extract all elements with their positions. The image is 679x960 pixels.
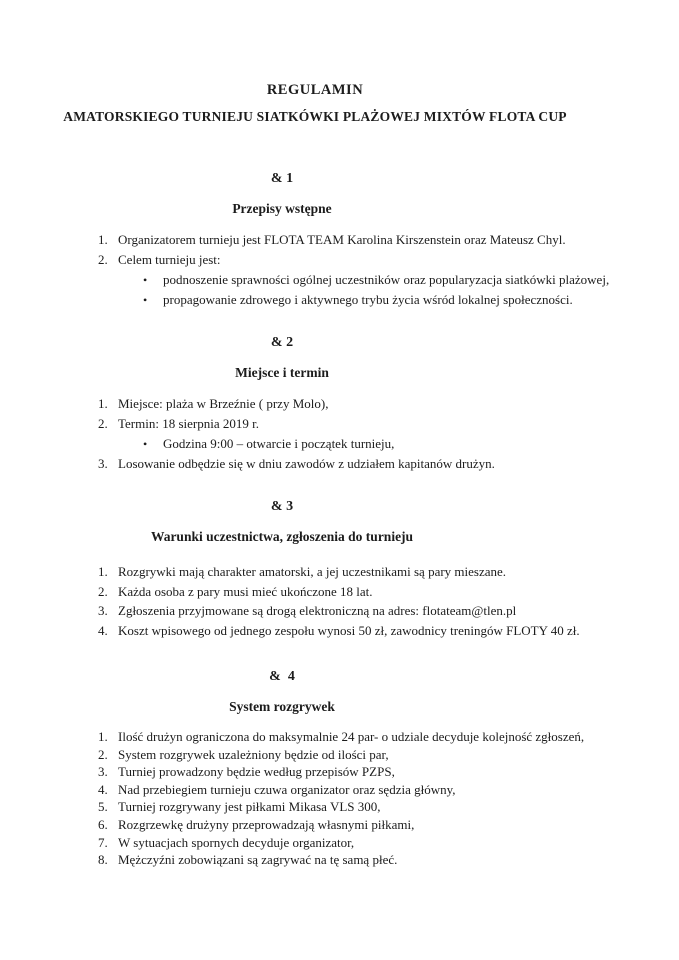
item-number: 2. bbox=[98, 583, 108, 599]
numbered-list-item bbox=[0, 230, 679, 250]
section-heading-block bbox=[0, 497, 564, 546]
section-heading-block bbox=[0, 169, 564, 218]
item-number: 1. bbox=[98, 564, 108, 579]
item-text: Turniej prowadzony będzie według przepisów PZPS, bbox=[118, 764, 395, 780]
document-title: REGULAMIN bbox=[266, 82, 364, 98]
section-heading-block bbox=[0, 333, 564, 382]
bullet-icon: • bbox=[143, 273, 148, 287]
numbered-list-item bbox=[0, 414, 679, 434]
numbered-list-item bbox=[0, 834, 679, 852]
item-number: 1. bbox=[98, 396, 108, 411]
document-subtitle: AMATORSKIEGO TURNIEJU SIATKÓWKI PLAŻOWEJ MIXTÓW FLOTA CUP bbox=[63, 109, 567, 124]
item-text: Rozgrywki mają charakter amatorski, a jej uczestnikami są pary mieszane. bbox=[118, 564, 507, 579]
regulation-section bbox=[0, 497, 679, 640]
item-text: Celem turnieju jest: bbox=[118, 252, 221, 267]
item-text: podnoszenie sprawności ogólnej uczestników oraz popularyzacja siatkówki plażowej, bbox=[163, 272, 610, 287]
item-text: Zgłoszenia przyjmowane są drogą elektroniczną na adres: flotateam@tlen.pl bbox=[118, 603, 517, 618]
item-text: Godzina 9:00 – otwarcie i początek turnieju, bbox=[163, 436, 395, 451]
item-number: 2. bbox=[98, 746, 108, 762]
item-number: 6. bbox=[98, 816, 108, 832]
item-number: 4. bbox=[98, 781, 108, 797]
item-number: 1. bbox=[98, 232, 108, 247]
numbered-list-item bbox=[0, 454, 679, 474]
bulleted-list-item bbox=[0, 434, 679, 454]
item-text: Rozgrzewkę drużyny przeprowadzają własnymi piłkami, bbox=[118, 816, 415, 832]
item-text: Ilość drużyn ograniczona do maksymalnie 24 par- o udziale decyduje kolejność zgłoszeń, bbox=[118, 729, 585, 744]
item-number: 1. bbox=[98, 729, 108, 744]
section-list bbox=[0, 230, 679, 310]
regulation-section bbox=[0, 169, 679, 310]
section-number: & 3 bbox=[270, 499, 294, 514]
numbered-list-item bbox=[0, 781, 679, 799]
numbered-list-item bbox=[0, 763, 679, 781]
item-number: 5. bbox=[98, 799, 108, 815]
item-number: 3. bbox=[98, 603, 108, 618]
numbered-list-item bbox=[0, 394, 679, 414]
document-body bbox=[0, 169, 679, 869]
regulation-section bbox=[0, 333, 679, 474]
item-text: W sytuacjach spornych decyduje organizator, bbox=[118, 834, 355, 850]
numbered-list-item bbox=[0, 798, 679, 816]
item-number: 7. bbox=[98, 834, 108, 850]
section-number: & 4 bbox=[269, 669, 295, 684]
item-text: Organizatorem turnieju jest FLOTA TEAM Karolina Kirszenstein oraz Mateusz Chyl. bbox=[118, 232, 566, 247]
document-title-block bbox=[0, 81, 630, 126]
section-list bbox=[0, 562, 679, 640]
numbered-list-item bbox=[0, 621, 679, 641]
numbered-list-item bbox=[0, 746, 679, 764]
section-heading: Przepisy wstępne bbox=[232, 201, 332, 216]
regulation-section bbox=[0, 667, 679, 869]
item-text: Miejsce: plaża w Brzeźnie ( przy Molo), bbox=[118, 396, 329, 411]
bulleted-list-item bbox=[0, 270, 679, 290]
numbered-list-item bbox=[0, 728, 679, 746]
numbered-list-item bbox=[0, 816, 679, 834]
section-heading: Miejsce i termin bbox=[235, 365, 329, 380]
numbered-list-item bbox=[0, 250, 679, 270]
numbered-list-item bbox=[0, 582, 679, 602]
numbered-list-item bbox=[0, 851, 679, 869]
item-text: Turniej rozgrywany jest piłkami Mikasa VLS 300, bbox=[118, 799, 381, 815]
section-heading-block bbox=[0, 667, 564, 716]
item-text: propagowanie zdrowego i aktywnego trybu życia wśród lokalnej społeczności. bbox=[163, 292, 573, 307]
section-heading: System rozgrywek bbox=[229, 699, 335, 714]
item-text: Każda osoba z pary musi mieć ukończone 18 lat. bbox=[118, 583, 373, 599]
item-number: 3. bbox=[98, 764, 108, 780]
section-number: & 2 bbox=[270, 335, 294, 350]
item-number: 4. bbox=[98, 622, 108, 638]
item-text: System rozgrywek uzależniony będzie od ilości par, bbox=[118, 746, 389, 762]
item-text: Mężczyźni zobowiązani są zagrywać na tę samą płeć. bbox=[118, 852, 398, 868]
item-text: Termin: 18 sierpnia 2019 r. bbox=[118, 416, 259, 431]
item-text: Koszt wpisowego od jednego zespołu wynosi 50 zł, zawodnicy treningów FLOTY 40 zł. bbox=[118, 622, 580, 638]
item-number: 8. bbox=[98, 852, 108, 868]
bullet-icon: • bbox=[143, 437, 148, 451]
section-heading: Warunki uczestnictwa, zgłoszenia do turnieju bbox=[150, 529, 414, 544]
item-number: 2. bbox=[98, 416, 108, 431]
section-list bbox=[0, 394, 679, 474]
item-number: 3. bbox=[98, 456, 108, 471]
item-text: Losowanie odbędzie się w dniu zawodów z udziałem kapitanów drużyn. bbox=[118, 456, 495, 471]
numbered-list-item bbox=[0, 601, 679, 621]
numbered-list-item bbox=[0, 562, 679, 582]
bullet-icon: • bbox=[143, 293, 148, 307]
section-number: & 1 bbox=[270, 171, 294, 186]
bulleted-list-item bbox=[0, 290, 679, 310]
section-list bbox=[0, 728, 679, 869]
item-text: Nad przebiegiem turnieju czuwa organizator oraz sędzia główny, bbox=[118, 781, 456, 797]
item-number: 2. bbox=[98, 252, 108, 267]
